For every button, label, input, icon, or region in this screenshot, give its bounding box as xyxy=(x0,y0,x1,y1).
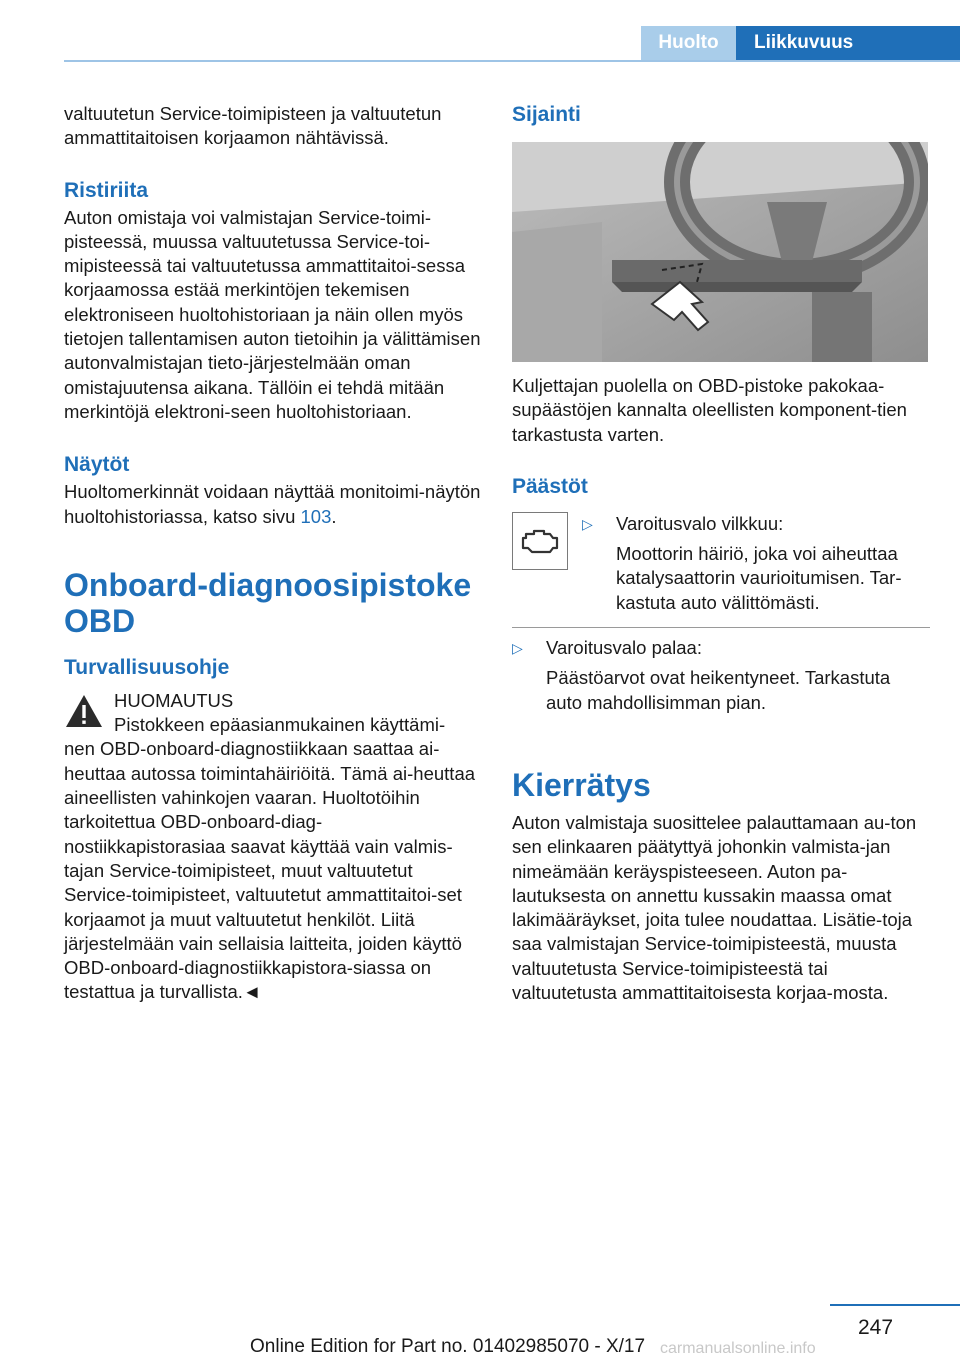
ristiriita-paragraph: Auton omistaja voi valmistajan Service-toimi-pisteessä, muussa valtuutetussa Service-toi-mipisteessä tai valtuutetussa ammattitaitoi-sessa korjaamossa estää merkintöjen tekemisen elektroniseen huoltohistoriaan ja näin ollen myös tietojen tallentamisen auton tietoihin ja välittämisen autonvalmistajan tieto-järjestelmään oman omistajuutensa aikana. Tällöin ei tehdä mitään merkintöjä elektroni-seen huoltohistoriaan. xyxy=(64,206,481,422)
heading-obd: Onboard-diagnoosipistoke OBD xyxy=(64,566,472,639)
watermark: carmanualsonline.info xyxy=(660,1340,816,1357)
footer-rule xyxy=(830,1304,960,1306)
emission-item-blinking xyxy=(512,512,930,615)
list-divider xyxy=(512,627,930,628)
item2-text: Päästöarvot ovat heikentyneet. Tarkastuta auto mahdollisimman pian. xyxy=(546,667,891,713)
photo-caption: Kuljettajan puolella on OBD-pistoke pakokaa-supäästöjen kannalta oleellisten komponent-tien tarkastusta varten. xyxy=(512,375,907,445)
triangle-bullet-icon: ▷ xyxy=(512,640,523,657)
heading-naytot: Näytöt xyxy=(64,453,130,477)
item1-text: Moottorin häiriö, joka voi aiheuttaa katalysaattorin vaurioitumisen. Tar-kastuta auto välittömästi. xyxy=(616,543,902,613)
triangle-bullet-icon: ▷ xyxy=(582,515,593,532)
heading-sijainti: Sijainti xyxy=(512,103,581,126)
intro-paragraph: valtuutetun Service-toimipisteen ja valtuutetun ammattitaitoisen korjaamon nähtävissä. xyxy=(64,103,442,149)
item2-title: Varoitusvalo palaa: xyxy=(546,637,702,659)
heading-paastot: Päästöt xyxy=(512,474,588,498)
page-link-103[interactable]: 103 xyxy=(300,505,332,527)
obd-location-photo xyxy=(512,142,928,362)
naytot-paragraph xyxy=(64,480,482,529)
warning-first-line: Pistokkeen epäasianmukainen käyttämi- xyxy=(114,714,446,736)
emission-item-constant xyxy=(512,636,930,715)
item1-title: Varoitusvalo vilkkuu: xyxy=(616,512,784,534)
section-tab-liikkuvuus: Liikkuvuus xyxy=(736,26,960,60)
check-engine-icon xyxy=(520,526,560,556)
section-tab-huolto: Huolto xyxy=(641,26,736,60)
naytot-text: Huoltomerkinnät voidaan näyttää monitoimi-näytön huoltohistoriassa, katso sivu xyxy=(64,481,481,527)
naytot-period: . xyxy=(331,505,337,527)
left-column xyxy=(64,102,482,1005)
warning-body: nen OBD-onboard-diagnostiikkaan saattaa ai-heuttaa autossa toimintahäiriöitä. Tämä ai-heuttaa aineellisten vahinkojen vaaran. Huoltotöihin tarkoitettua OBD-onboard-diag-nostiikkapistorasiaa saavat käyttää vain valmis-tajan Service-toimipisteet, muut valtuutetut Service-toimipisteet, valtuutetut ammattitaitoi-set korjaamot ja muut valtuutetut henkilöt. Liitä järjestelmään vain sellaisia laitteita, joiden käyttö OBD-onboard-diagnostiikkapistora-siassa on testattua ja turvallista.◄ xyxy=(64,738,476,1003)
header-rule xyxy=(64,60,960,62)
emission-item-blinking-text xyxy=(582,512,930,615)
engine-warning-box xyxy=(512,512,568,570)
warning-title: HUOMAUTUS xyxy=(114,689,234,711)
right-column xyxy=(512,102,930,1005)
warning-block xyxy=(64,689,482,1005)
kierratys-paragraph: Auton valmistaja suosittelee palauttamaan au-ton sen elinkaaren päätyttyä johonkin valmista-jan nimeämään keräyspisteeseen. Auton pa-lautuksesta on annettu kussakin maassa omat lakimääräykset, joita tulee noudattaa. Lisätie-toja saa valmistajan Service-toimipisteestä, muusta valtuutetusta Service-toimipisteestä tai valtuutetusta ammattitaitoisesta korjaa-mosta. xyxy=(512,811,917,1004)
warning-triangle-icon xyxy=(64,693,104,729)
heading-turvallisuusohje: Turvallisuusohje xyxy=(64,655,230,679)
heading-ristiriita: Ristiriita xyxy=(64,178,149,202)
edition-info: Online Edition for Part no. 01402985070 - X/17 xyxy=(250,1336,646,1357)
heading-kierratys: Kierrätys xyxy=(512,766,651,803)
page-number: 247 xyxy=(858,1316,894,1339)
